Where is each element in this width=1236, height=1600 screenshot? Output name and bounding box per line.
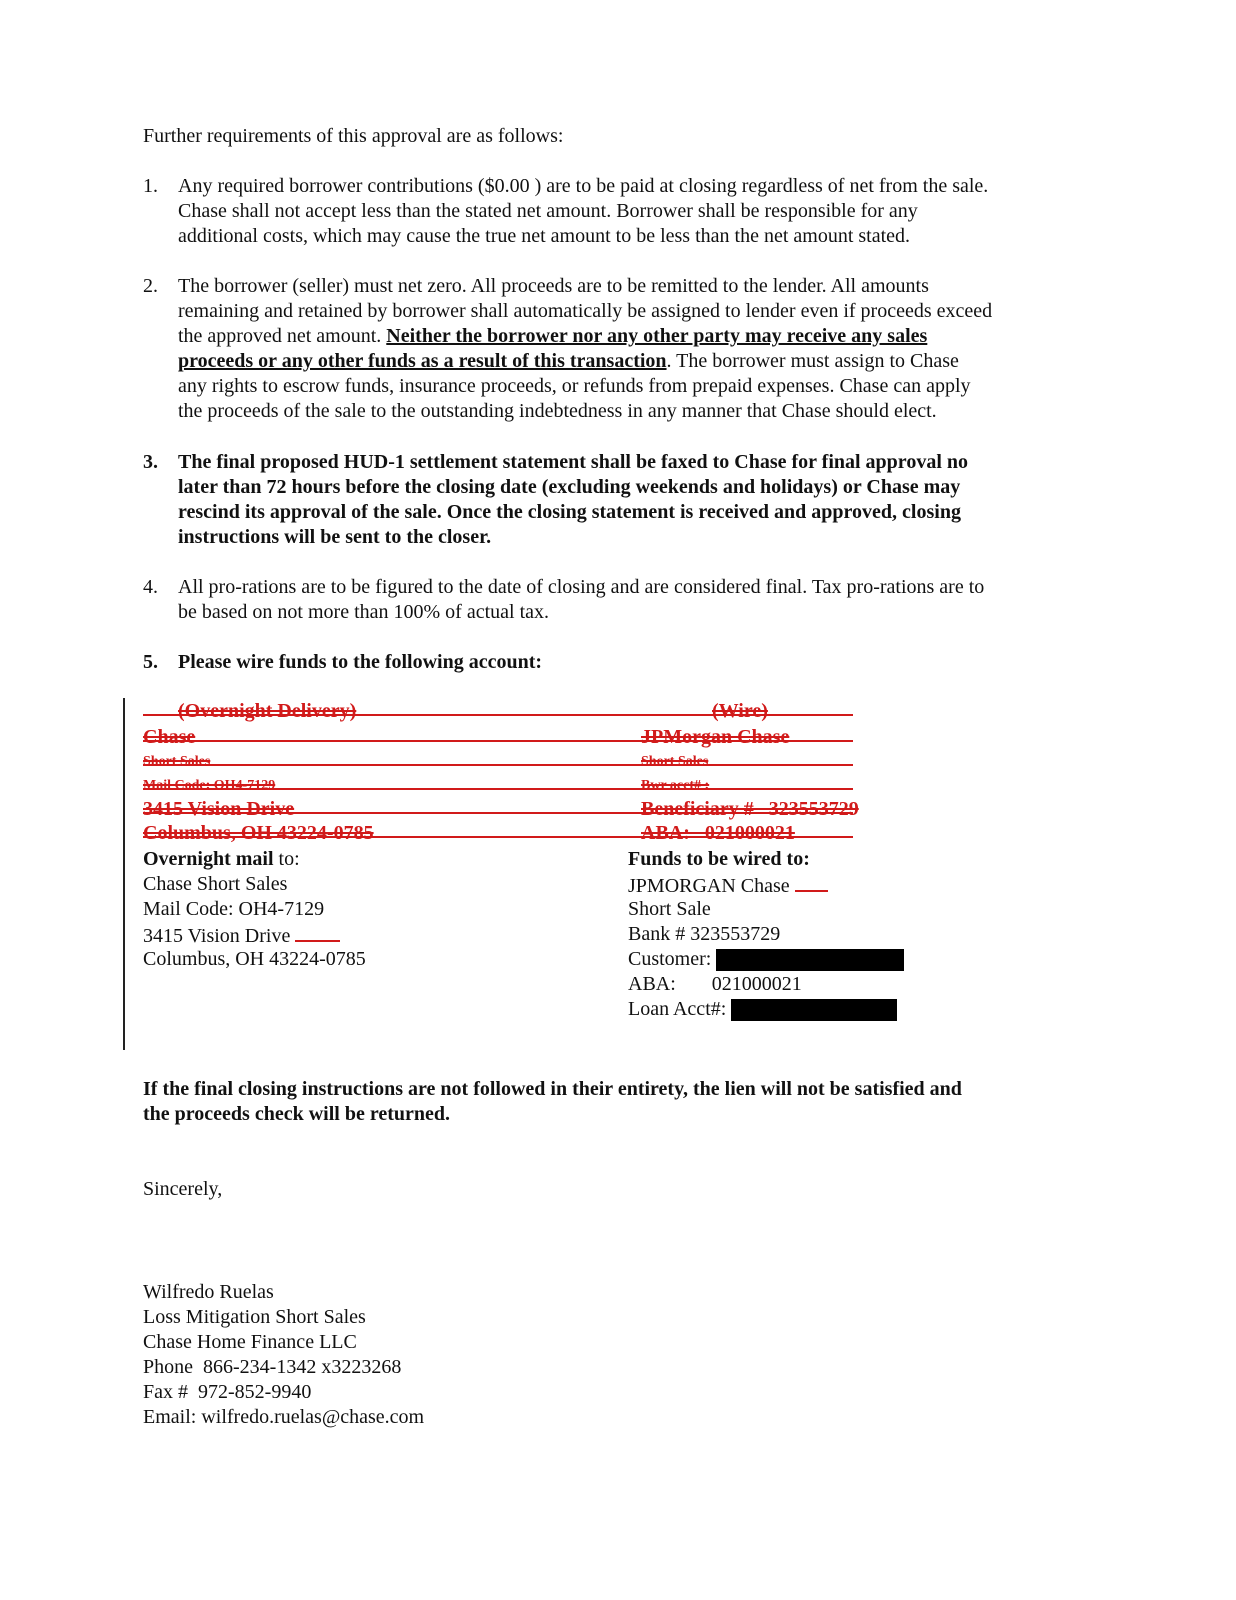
warning-line: If the final closing instructions are not followed in their entirety, the lien will not be satisfied and <box>143 1078 962 1100</box>
address-line <box>628 872 904 897</box>
item-line: instructions will be sent to the closer. <box>178 526 492 548</box>
struck-left-line: Columbus, OH 43224-0785 <box>143 822 374 844</box>
item-line: The final proposed HUD-1 settlement statement shall be faxed to Chase for final approval no <box>178 451 968 473</box>
item-text: the approved net amount. <box>178 325 387 347</box>
address-text: 3415 Vision Drive <box>143 925 291 947</box>
signer-name: Wilfredo Ruelas <box>143 1281 274 1303</box>
address-line <box>143 922 366 947</box>
address-line: Bank # 323553729 <box>628 923 781 945</box>
emphasis-text: proceeds or any other funds as a result of this transaction <box>178 350 667 372</box>
struck-right-line: ABA: 021000021 <box>641 822 795 844</box>
address-text: JPMORGAN Chase <box>628 875 790 897</box>
signer-company: Chase Home Finance LLC <box>143 1331 357 1353</box>
item-line: The borrower (seller) must net zero. All proceeds are to be remitted to the lender. All amounts <box>178 275 929 297</box>
struck-right-line: JPMorgan Chase <box>641 726 790 748</box>
struck-left-line: Short Sales <box>143 754 211 769</box>
struck-right-line: Beneficiary # 323553729 <box>641 798 859 820</box>
blank-line <box>295 922 340 942</box>
item-number: 2. <box>143 275 158 297</box>
customer-label: Customer: <box>628 948 712 970</box>
item-line: additional costs, which may cause the true net amount to be less than the net amount stated. <box>178 225 911 247</box>
struck-left-line: Chase <box>143 726 196 748</box>
address-line: Mail Code: OH4-7129 <box>143 898 325 920</box>
wire-address <box>628 847 904 1022</box>
aba-line <box>628 972 904 997</box>
strike-line <box>143 764 853 766</box>
item-number: 1. <box>143 175 158 197</box>
loan-line <box>628 997 904 1022</box>
item-line <box>178 324 992 349</box>
loan-label: Loan Acct#: <box>628 998 727 1020</box>
signer-department: Loss Mitigation Short Sales <box>143 1306 366 1328</box>
struck-left-line: Mail Code: OH4-7129 <box>143 778 276 793</box>
heading-bold: Overnight mail <box>143 848 274 870</box>
item-line: later than 72 hours before the closing date (excluding weekends and holidays) or Chase may <box>178 476 961 498</box>
address-line: Chase Short Sales <box>143 873 288 895</box>
redaction-block <box>716 949 904 971</box>
item-line: any rights to escrow funds, insurance proceeds, or refunds from prepaid expenses. Chase can apply <box>178 375 971 397</box>
item-line: rescind its approval of the sale. Once the closing statement is received and approved, closing <box>178 501 961 523</box>
closing-salutation: Sincerely, <box>143 1178 223 1200</box>
aba-label: ABA: <box>628 973 676 995</box>
revision-margin-bar <box>123 698 125 1050</box>
struck-right-line: Bwr acct# : <box>641 778 710 793</box>
address-line: Columbus, OH 43224-0785 <box>143 948 366 970</box>
aba-value: 021000021 <box>711 973 802 995</box>
item-line: remaining and retained by borrower shall automatically be assigned to lender even if proceeds exceed <box>178 300 993 322</box>
wire-heading: Funds to be wired to: <box>628 848 810 870</box>
item-line: the proceeds of the sale to the outstanding indebtedness in any manner that Chase should elect. <box>178 400 937 422</box>
warning-line: the proceeds check will be returned. <box>143 1103 451 1125</box>
item-line: Any required borrower contributions ($0.00 ) are to be paid at closing regardless of net from the sale. <box>178 175 989 197</box>
closing-warning <box>143 1077 962 1127</box>
item-line: All pro-rations are to be figured to the date of closing and are considered final. Tax pro-rations are to <box>178 576 985 598</box>
item-line: Chase shall not accept less than the stated net amount. Borrower shall be responsible for any <box>178 200 918 222</box>
item-text: . The borrower must assign to Chase <box>666 350 959 372</box>
customer-line <box>628 947 904 972</box>
struck-overnight-heading: (Overnight Delivery) <box>178 700 357 722</box>
redaction-block <box>731 999 897 1021</box>
item-number: 5. <box>143 651 158 673</box>
struck-wire-heading: (Wire) <box>712 700 768 722</box>
struck-left-line: 3415 Vision Drive <box>143 798 295 820</box>
struck-right-line: Short Sales <box>641 754 709 769</box>
item-line <box>178 349 992 374</box>
blank-line <box>795 872 828 892</box>
item-number: 3. <box>143 451 158 473</box>
emphasis-text: Neither the borrower nor any other party may receive any sales <box>386 325 928 347</box>
item-line: Please wire funds to the following account: <box>178 651 543 673</box>
item-number: 4. <box>143 576 158 598</box>
item-line: be based on not more than 100% of actual tax. <box>178 601 549 623</box>
signer-phone: Phone 866-234-1342 x3223268 <box>143 1356 402 1378</box>
signature-block <box>143 1280 424 1430</box>
address-line: Short Sale <box>628 898 711 920</box>
overnight-address <box>143 847 366 972</box>
signer-email: Email: wilfredo.ruelas@chase.com <box>143 1406 425 1428</box>
overnight-heading <box>143 847 366 872</box>
intro-text: Further requirements of this approval are as follows: <box>143 125 564 147</box>
signer-fax: Fax # 972-852-9940 <box>143 1381 312 1403</box>
heading-rest: to: <box>273 848 300 870</box>
